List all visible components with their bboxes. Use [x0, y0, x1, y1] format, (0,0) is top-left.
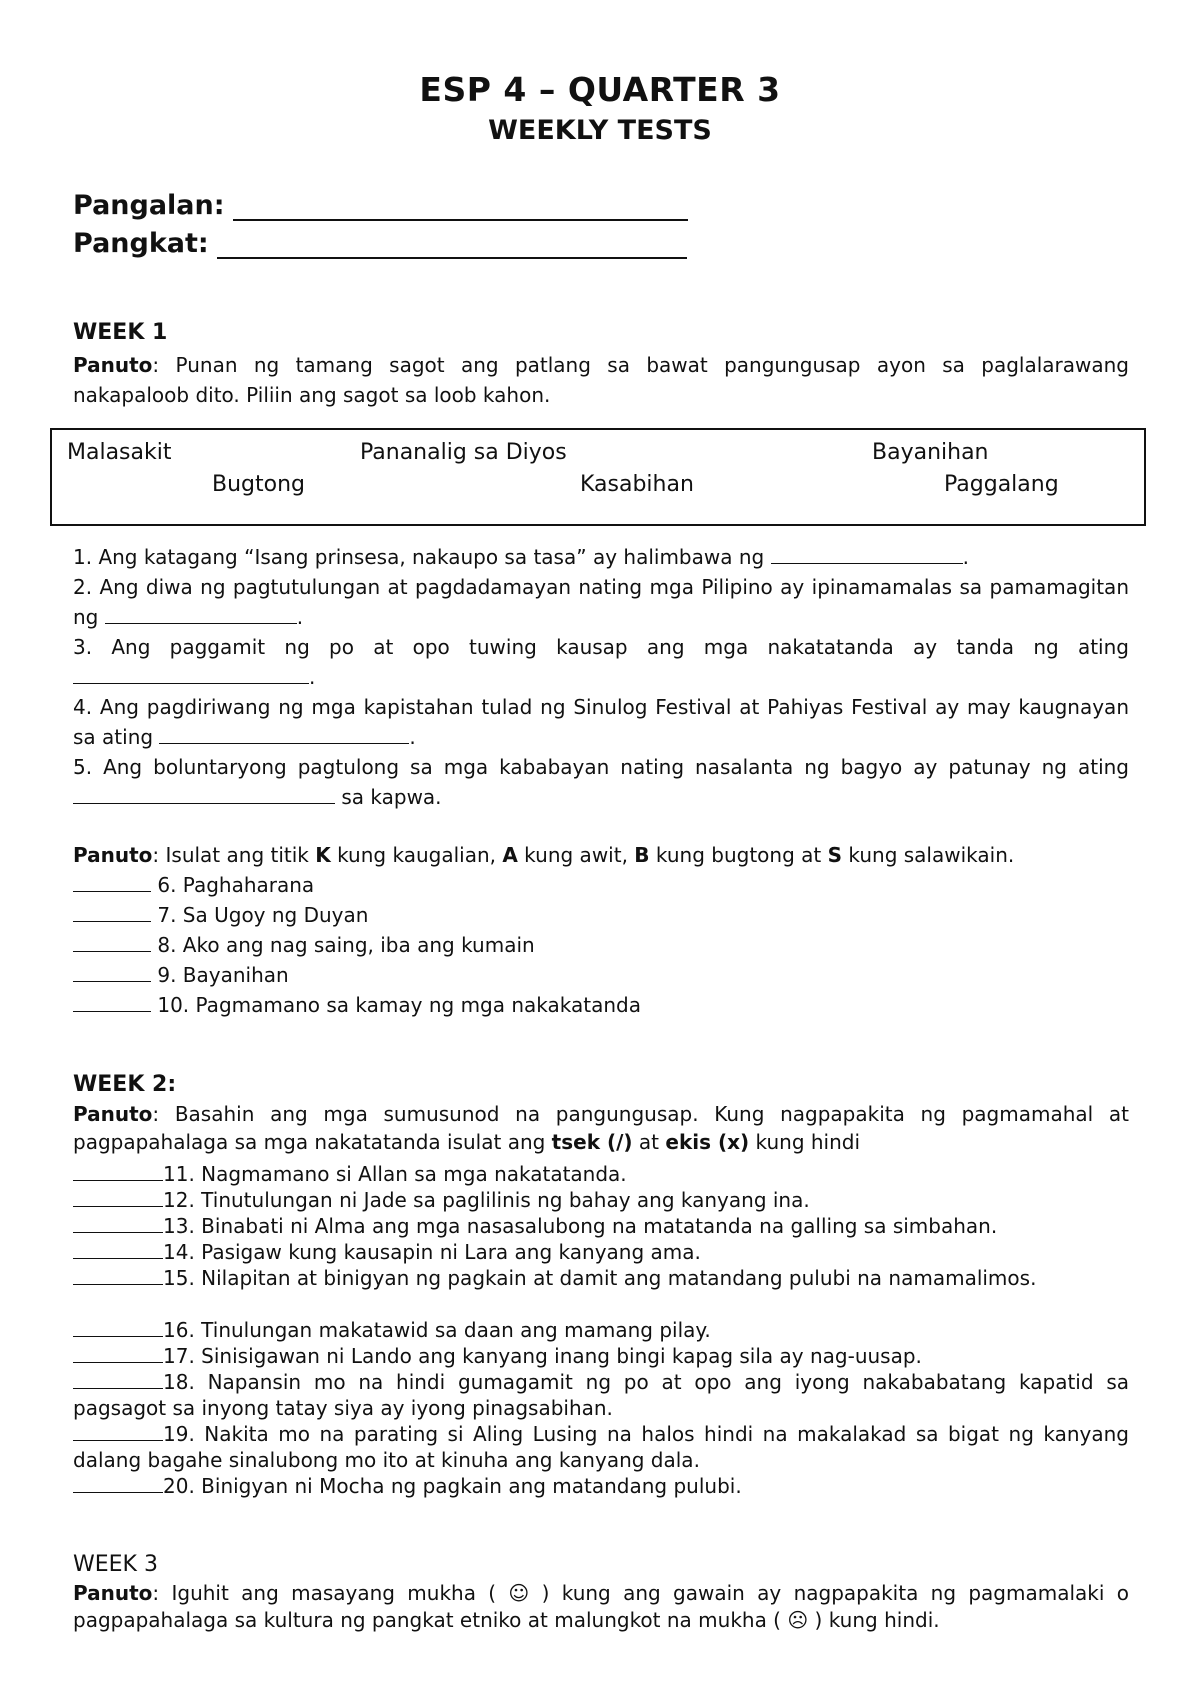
item-text: 17. Sinisigawan ni Lando ang kanyang inang bingi kapag sila ay nag-uusap.: [163, 1344, 922, 1368]
question-2: [73, 572, 1129, 632]
instruction-text: at: [632, 1130, 666, 1154]
page-subtitle: WEEKLY TESTS: [488, 115, 712, 146]
name-blank[interactable]: [233, 193, 688, 221]
answer-blank[interactable]: [73, 1420, 163, 1441]
choice-pananalig: Pananalig sa Diyos: [360, 440, 567, 465]
question-4: [73, 692, 1129, 752]
panuto-label: Panuto: [73, 1102, 153, 1126]
week3-heading: WEEK 3: [73, 1552, 158, 1577]
letter-k: K: [315, 843, 331, 867]
list-item: [73, 1420, 1129, 1473]
item-text: 15. Nilapitan at binigyan ng pagkain at damit ang matandang pulubi na namamalimos.: [163, 1266, 1037, 1290]
question-text: 3. Ang paggamit ng po at opo tuwing kausap ang mga nakatatanda ay tanda ng ating: [73, 635, 1129, 659]
list-item: [73, 1186, 1129, 1213]
answer-blank[interactable]: [159, 723, 409, 744]
answer-blank[interactable]: [73, 1264, 163, 1285]
answer-blank[interactable]: [73, 1342, 163, 1363]
week1-instruction: [73, 350, 1129, 410]
item-text: 18. Napansin mo na hindi gumagamit ng po at opo ang iyong nakababatang kapatid sa pagsagot sa inyong tatay siya ay iyong pinagsabihan.: [73, 1370, 1129, 1420]
list-item: [73, 1238, 1129, 1265]
list-item: [73, 1316, 1129, 1343]
item-text: 19. Nakita mo na parating si Aling Lusing na halos hindi na makalakad sa bigat ng kanyang dalang bagahe sinalubong mo ito at kinuha ang kanyang dala.: [73, 1422, 1129, 1472]
list-item: [73, 960, 1129, 990]
list-item: [73, 1264, 1129, 1291]
item-text: 10. Pagmamano sa kamay ng mga nakakatanda: [157, 993, 641, 1017]
item-text: 9. Bayanihan: [157, 963, 289, 987]
item-text: 14. Pasigaw kung kausapin ni Lara ang kanyang ama.: [163, 1240, 701, 1264]
item-text: 7. Sa Ugoy ng Duyan: [157, 903, 369, 927]
question-text: 5. Ang boluntaryong pagtulong sa mga kababayan nating nasalanta ng bagyo ay patunay ng ating: [73, 755, 1129, 779]
question-end: .: [409, 725, 416, 749]
instruction-text: kung hindi: [749, 1130, 861, 1154]
question-text: 1. Ang katagang “Isang prinsesa, nakaupo sa tasa” ay halimbawa ng: [73, 545, 771, 569]
instruction-text: kung salawikain.: [842, 843, 1015, 867]
item-text: 11. Nagmamano si Allan sa mga nakatatanda.: [163, 1162, 627, 1186]
question-text: 2. Ang diwa ng pagtutulungan at pagdadamayan nating mga Pilipino ay ipinamamalas sa pamamagitan ng: [73, 575, 1129, 629]
answer-blank[interactable]: [73, 783, 335, 804]
name-label: Pangalan:: [73, 190, 225, 221]
list-item: [73, 990, 1129, 1020]
item-text: 12. Tinutulungan ni Jade sa paglilinis ng bahay ang kanyang ina.: [163, 1188, 810, 1212]
list-item: [73, 930, 1129, 960]
letter-b: B: [634, 843, 650, 867]
list-item: [73, 1472, 1129, 1499]
list-item: [73, 870, 1129, 900]
cross-mark-label: ekis (x): [665, 1130, 750, 1154]
week2-heading: WEEK 2:: [73, 1072, 177, 1097]
answer-blank[interactable]: [771, 543, 963, 564]
choice-paggalang: Paggalang: [944, 472, 1059, 497]
instruction-text: : Basahin ang mga sumusunod na pangungusap. Kung nagpapakita ng pagmamahal at pagpapahalaga sa mga nakatatanda isulat ang: [73, 1102, 1129, 1154]
question-3: [73, 632, 1129, 692]
question-5: [73, 752, 1129, 812]
answer-blank[interactable]: [73, 1368, 163, 1389]
panuto-label: Panuto: [73, 843, 153, 867]
answer-blank[interactable]: [73, 871, 151, 892]
instruction-text: kung awit,: [517, 843, 635, 867]
week2-instruction: [73, 1100, 1129, 1156]
question-text: 4. Ang pagdiriwang ng mga kapistahan tulad ng Sinulog Festival at Pahiyas Festival ay may kaugnayan sa ating: [73, 695, 1129, 749]
question-end: .: [962, 545, 969, 569]
instruction-text: : Isulat ang titik: [152, 843, 316, 867]
panuto-label: Panuto: [73, 1581, 153, 1605]
answer-blank[interactable]: [73, 1186, 163, 1207]
page-title: ESP 4 – QUARTER 3: [419, 70, 781, 109]
choice-kasabihan: Kasabihan: [580, 472, 694, 497]
item-text: 6. Paghaharana: [157, 873, 315, 897]
answer-blank[interactable]: [73, 663, 309, 684]
week1-heading: WEEK 1: [73, 320, 168, 345]
list-item: [73, 1342, 1129, 1369]
choice-bayanihan: Bayanihan: [872, 440, 989, 465]
list-item: [73, 1160, 1129, 1187]
list-item: [73, 900, 1129, 930]
answer-blank[interactable]: [73, 961, 151, 982]
group-blank[interactable]: [217, 231, 687, 259]
name-field: [73, 190, 688, 221]
letter-a: A: [502, 843, 518, 867]
item-text: 16. Tinulungan makatawid sa daan ang mamang pilay.: [163, 1318, 711, 1342]
instruction-text: : Punan ng tamang sagot ang patlang sa bawat pangungusap ayon sa paglalarawang nakapaloob dito. Piliin ang sagot sa loob kahon.: [73, 353, 1129, 407]
item-text: 20. Binigyan ni Mocha ng pagkain ang matandang pulubi.: [163, 1474, 742, 1498]
choices-box: [50, 428, 1146, 526]
answer-blank[interactable]: [73, 1472, 163, 1493]
instruction-text: kung bugtong at: [649, 843, 828, 867]
answer-blank[interactable]: [73, 1316, 163, 1337]
week3-instruction: [73, 1580, 1129, 1634]
answer-blank[interactable]: [105, 603, 297, 624]
answer-blank[interactable]: [73, 1212, 163, 1233]
question-end: .: [296, 605, 304, 629]
group-field: [73, 228, 687, 259]
week1-instruction-2: [73, 840, 1129, 870]
choice-malasakit: Malasakit: [67, 440, 172, 465]
answer-blank[interactable]: [73, 1238, 163, 1259]
instruction-text: : Iguhit ang masayang mukha ( ☺ ) kung ang gawain ay nagpapakita ng pagmamalaki o pagpapahalaga sa kultura ng pangkat etniko at malungkot na mukha ( ☹ ) kung hindi.: [73, 1581, 1129, 1632]
list-item: [73, 1212, 1129, 1239]
group-label: Pangkat:: [73, 228, 209, 259]
panuto-label: Panuto: [73, 353, 153, 377]
question-end: sa kapwa.: [335, 785, 442, 809]
answer-blank[interactable]: [73, 901, 151, 922]
letter-s: S: [827, 843, 843, 867]
question-end: .: [309, 665, 316, 689]
answer-blank[interactable]: [73, 931, 151, 952]
list-item: [73, 1368, 1129, 1421]
answer-blank[interactable]: [73, 991, 151, 1012]
instruction-text: kung kaugalian,: [330, 843, 503, 867]
question-1: [73, 542, 1129, 572]
answer-blank[interactable]: [73, 1160, 163, 1181]
item-text: 8. Ako ang nag saing, iba ang kumain: [157, 933, 535, 957]
choice-bugtong: Bugtong: [212, 472, 305, 497]
check-mark-label: tsek (/): [551, 1130, 633, 1154]
item-text: 13. Binabati ni Alma ang mga nasasalubong na matatanda na galling sa simbahan.: [163, 1214, 998, 1238]
